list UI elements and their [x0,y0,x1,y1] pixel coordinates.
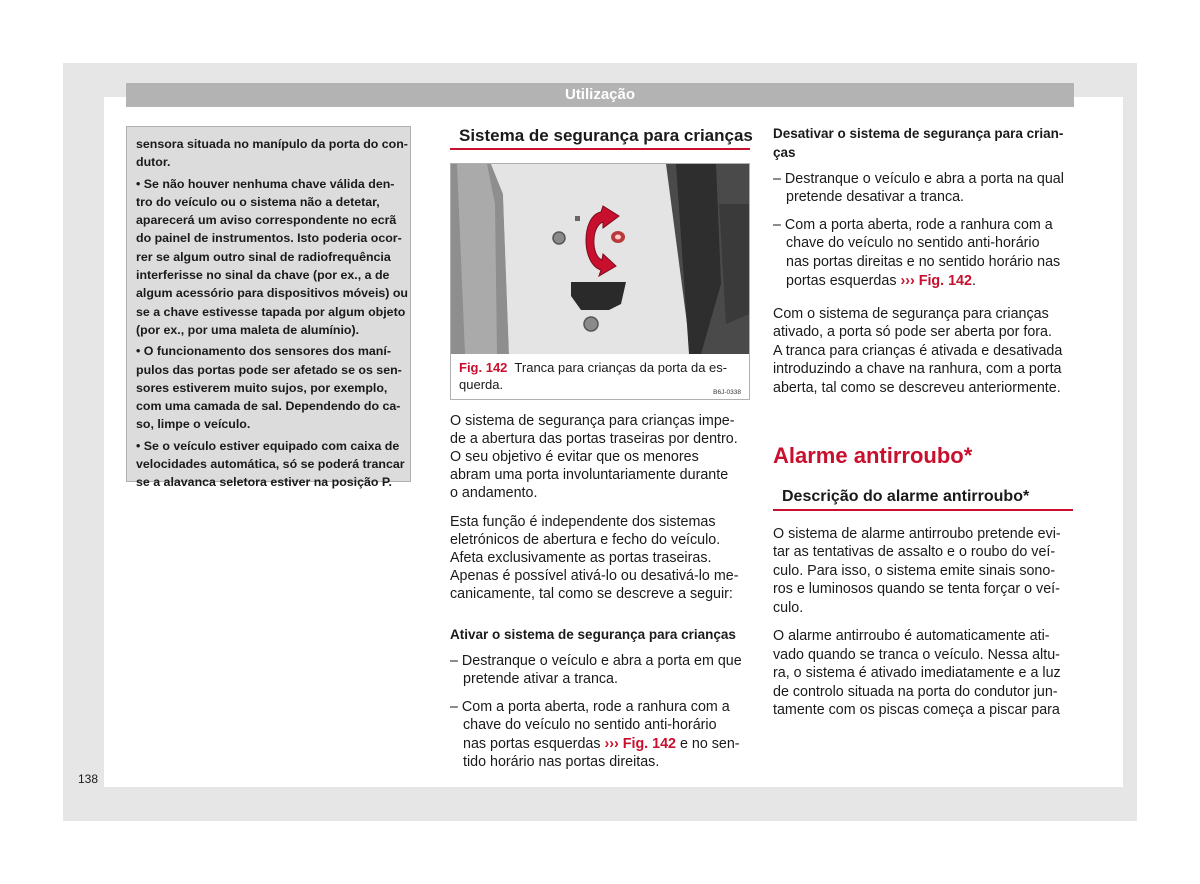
step-text: nas portas esquerdas [463,736,605,752]
body-line: abram uma porta involuntariamente durante [450,467,729,483]
note-line: se a chave estivesse tapada por algum objeto [136,304,406,319]
body-line: tamente com os piscas começa a piscar para [773,702,1060,718]
figure-caption-label: Fig. 142 [459,360,508,375]
note-line: interferisse no sinal da chave (por ex., a de [136,268,390,283]
note-line: rer se algum outro sinal de radiofrequência [136,249,391,264]
alarm-title: Alarme antirroubo* [773,443,973,468]
body-line: vado quando se tranca o veículo. Nessa altu- [773,647,1060,663]
note-line: tro do veículo ou o sistema não a detetar, [136,194,380,209]
activate-heading: Ativar o sistema de segurança para crianças [450,627,736,642]
body-line: de a abertura das portas traseiras por dentro. [450,431,738,447]
chapter-header: Utilização [126,83,1074,107]
page-number: 138 [78,772,99,786]
note-line: • Se não houver nenhuma chave válida den- [136,176,395,191]
deactivate-heading: ças [773,145,796,160]
figure-caption [459,359,727,393]
body-line: de controlo situada na porta do condutor jun- [773,684,1058,700]
figure-reference-link[interactable]: Fig. 142 [914,273,972,289]
body-line: o andamento. [450,485,538,501]
alarm-subtitle-rule [773,509,1073,511]
body-line: Afeta exclusivamente as portas traseiras. [450,550,712,566]
body-line: culo. [773,600,804,616]
body-line: O sistema de alarme antirroubo pretende evi- [773,526,1061,542]
step-text: . [971,273,976,289]
body-line: A tranca para crianças é ativada e desativada [773,343,1063,359]
note-line: algum acessório para dispositivos móveis) ou [136,286,408,301]
step-line: – Destranque o veículo e abra a porta em que [450,653,742,669]
note-line: sores estiverem muito sujos, por exemplo, [136,380,388,395]
step-line: tido horário nas portas direitas. [463,754,660,770]
step-line: chave do veículo no sentido anti-horário [463,717,717,733]
body-line: ativado, a porta só pode ser aberta por fora. [773,324,1052,340]
body-line: O seu objetivo é evitar que os menores [450,449,699,465]
section-title: Sistema de segurança para crianças [459,126,753,145]
step-text: portas esquerdas [786,273,901,289]
body-line: O alarme antirroubo é automaticamente ati- [773,628,1050,644]
body-line: Esta função é independente dos sistemas [450,514,716,530]
step-text: e no sen- [675,736,740,752]
figure-caption-line: querda. [459,377,504,392]
step-line [786,272,976,290]
body-line: ra, o sistema é ativado imediatamente e a luz [773,665,1061,681]
figure-caption-line: Tranca para crianças da porta da es- [514,360,728,375]
body-line: introduzindo a chave na ranhura, com a porta [773,361,1062,377]
door-lock-drawing [451,164,749,354]
deactivate-heading: Desativar o sistema de segurança para crian- [773,126,1064,141]
note-line: so, limpe o veículo. [136,417,251,432]
note-line: dutor. [136,155,171,170]
body-line: canicamente, tal como se descreve a seguir: [450,586,733,602]
body-line: ros e luminosos quando se tenta forçar o veí- [773,581,1060,597]
step-line: pretende ativar a tranca. [463,671,618,687]
note-line: se a alavanca seletora estiver na posição P. [136,475,392,490]
step-line: chave do veículo no sentido anti-horário [786,235,1040,251]
step-line: – Com a porta aberta, rode a ranhura com a [773,217,1053,233]
alarm-subtitle: Descrição do alarme antirroubo* [782,488,1030,505]
note-line: velocidades automática, só se poderá trancar [136,457,405,472]
step-line [463,735,740,753]
body-line: Apenas é possível ativá-lo ou desativá-lo me- [450,568,739,584]
note-line: • Se o veículo estiver equipado com caixa de [136,438,400,453]
note-line: sensora situada no manípulo da porta do con- [136,137,408,151]
note-box [126,126,411,490]
note-line: aparecerá um aviso correspondente no ecrã [136,213,397,228]
body-line: tar as tentativas de assalto e o roubo do veí- [773,544,1056,560]
body-line: culo. Para isso, o sistema emite sinais sono- [773,563,1056,579]
note-line: do painel de instrumentos. Isto poderia ocor- [136,231,402,246]
step-line: nas portas direitas e no sentido horário nas [786,254,1061,270]
body-line: Com o sistema de segurança para crianças [773,306,1049,322]
body-line: eletrónicos de abertura e fecho do veículo. [450,532,721,548]
body-line: aberta, tal como se descreveu anteriormente. [773,380,1061,396]
step-line: – Com a porta aberta, rode a ranhura com a [450,699,730,715]
note-line: pulos das portas pode ser afetado se os sen- [136,362,402,377]
figure-code: B6J-0338 [713,389,741,396]
door-lock-illustration [451,164,749,354]
figure-142 [450,163,750,400]
figure-reference-link[interactable]: Fig. 142 [618,736,676,752]
ref-arrow: ››› [604,736,619,752]
note-line: com uma camada de sal. Dependendo do ca- [136,399,401,414]
section-title-rule [450,148,750,150]
ref-arrow: ››› [900,273,915,289]
note-line: (por ex., por uma maleta de alumínio). [136,322,360,337]
step-line: – Destranque o veículo e abra a porta na qual [773,171,1064,187]
note-line: • O funcionamento dos sensores dos maní- [136,344,391,359]
step-line: pretende desativar a tranca. [786,189,965,205]
body-line: O sistema de segurança para crianças impe- [450,413,735,429]
